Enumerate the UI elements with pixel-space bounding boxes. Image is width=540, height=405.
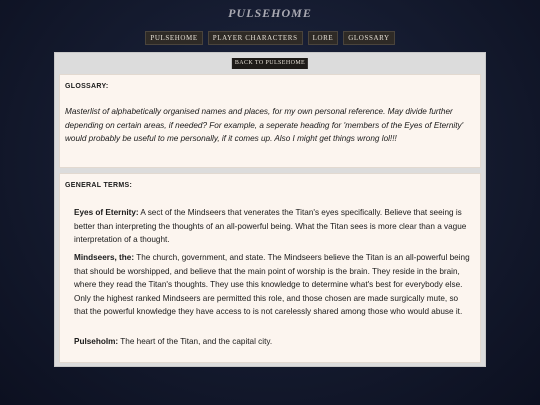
glossary-intro: Masterlist of alphabetically organised names and places, for my own personal reference. May divide further depending on certain areas, if needed? For example, a seperate heading for 'members of the Eyes of Eternity' would probably be useful to me personally, if it comes up. Also I might get things wrong lol!!! [65, 107, 464, 144]
term-name: Eyes of Eternity: [74, 208, 139, 217]
main-nav [0, 31, 540, 45]
glossary-panel [59, 74, 481, 168]
term-definition: A sect of the Mindseers that venerates the Titan's eyes specifically. Believe that seeing is better than interpreting the thoughts of an all-powerful being. What the Titan sees is more clear than a vague interpretation of a thought. [74, 208, 467, 244]
term-definition: The heart of the Titan, and the capital city. [118, 337, 273, 346]
term-definition: The church, government, and state. The Mindseers believe the Titan is an all-powerful being that should be worshipped, and believe that the main point of worship is the brain. They reside in the brain, where they read the Titan's thoughts. They use this knowledge to determine what's best for everybody else. Only the highest ranked Mindseers are permitted this role, and those chosen are made surgically mute, so that the powerful knowledge they have access to is not carelessly shared among those who would abuse it. [74, 253, 470, 316]
nav-player-characters[interactable]: PLAYER CHARACTERS [208, 31, 303, 45]
nav-lore[interactable]: LORE [308, 31, 339, 45]
site-title: PULSEHOME [228, 6, 312, 20]
general-terms-heading: GENERAL TERMS: [65, 182, 133, 189]
back-to-pulsehome-button[interactable]: BACK TO PULSEHOME [232, 58, 308, 69]
general-terms-panel [59, 173, 481, 363]
term-name: Pulseholm: [74, 337, 119, 346]
term-entry [74, 251, 474, 319]
term-entry [74, 335, 474, 349]
nav-pulsehome[interactable]: PULSEHOME [145, 31, 202, 45]
term-entry [74, 206, 474, 247]
term-name: Mindseers, the: [74, 253, 135, 262]
content-container [54, 52, 486, 367]
nav-glossary[interactable]: GLOSSARY [343, 31, 394, 45]
glossary-heading: GLOSSARY: [65, 83, 109, 90]
